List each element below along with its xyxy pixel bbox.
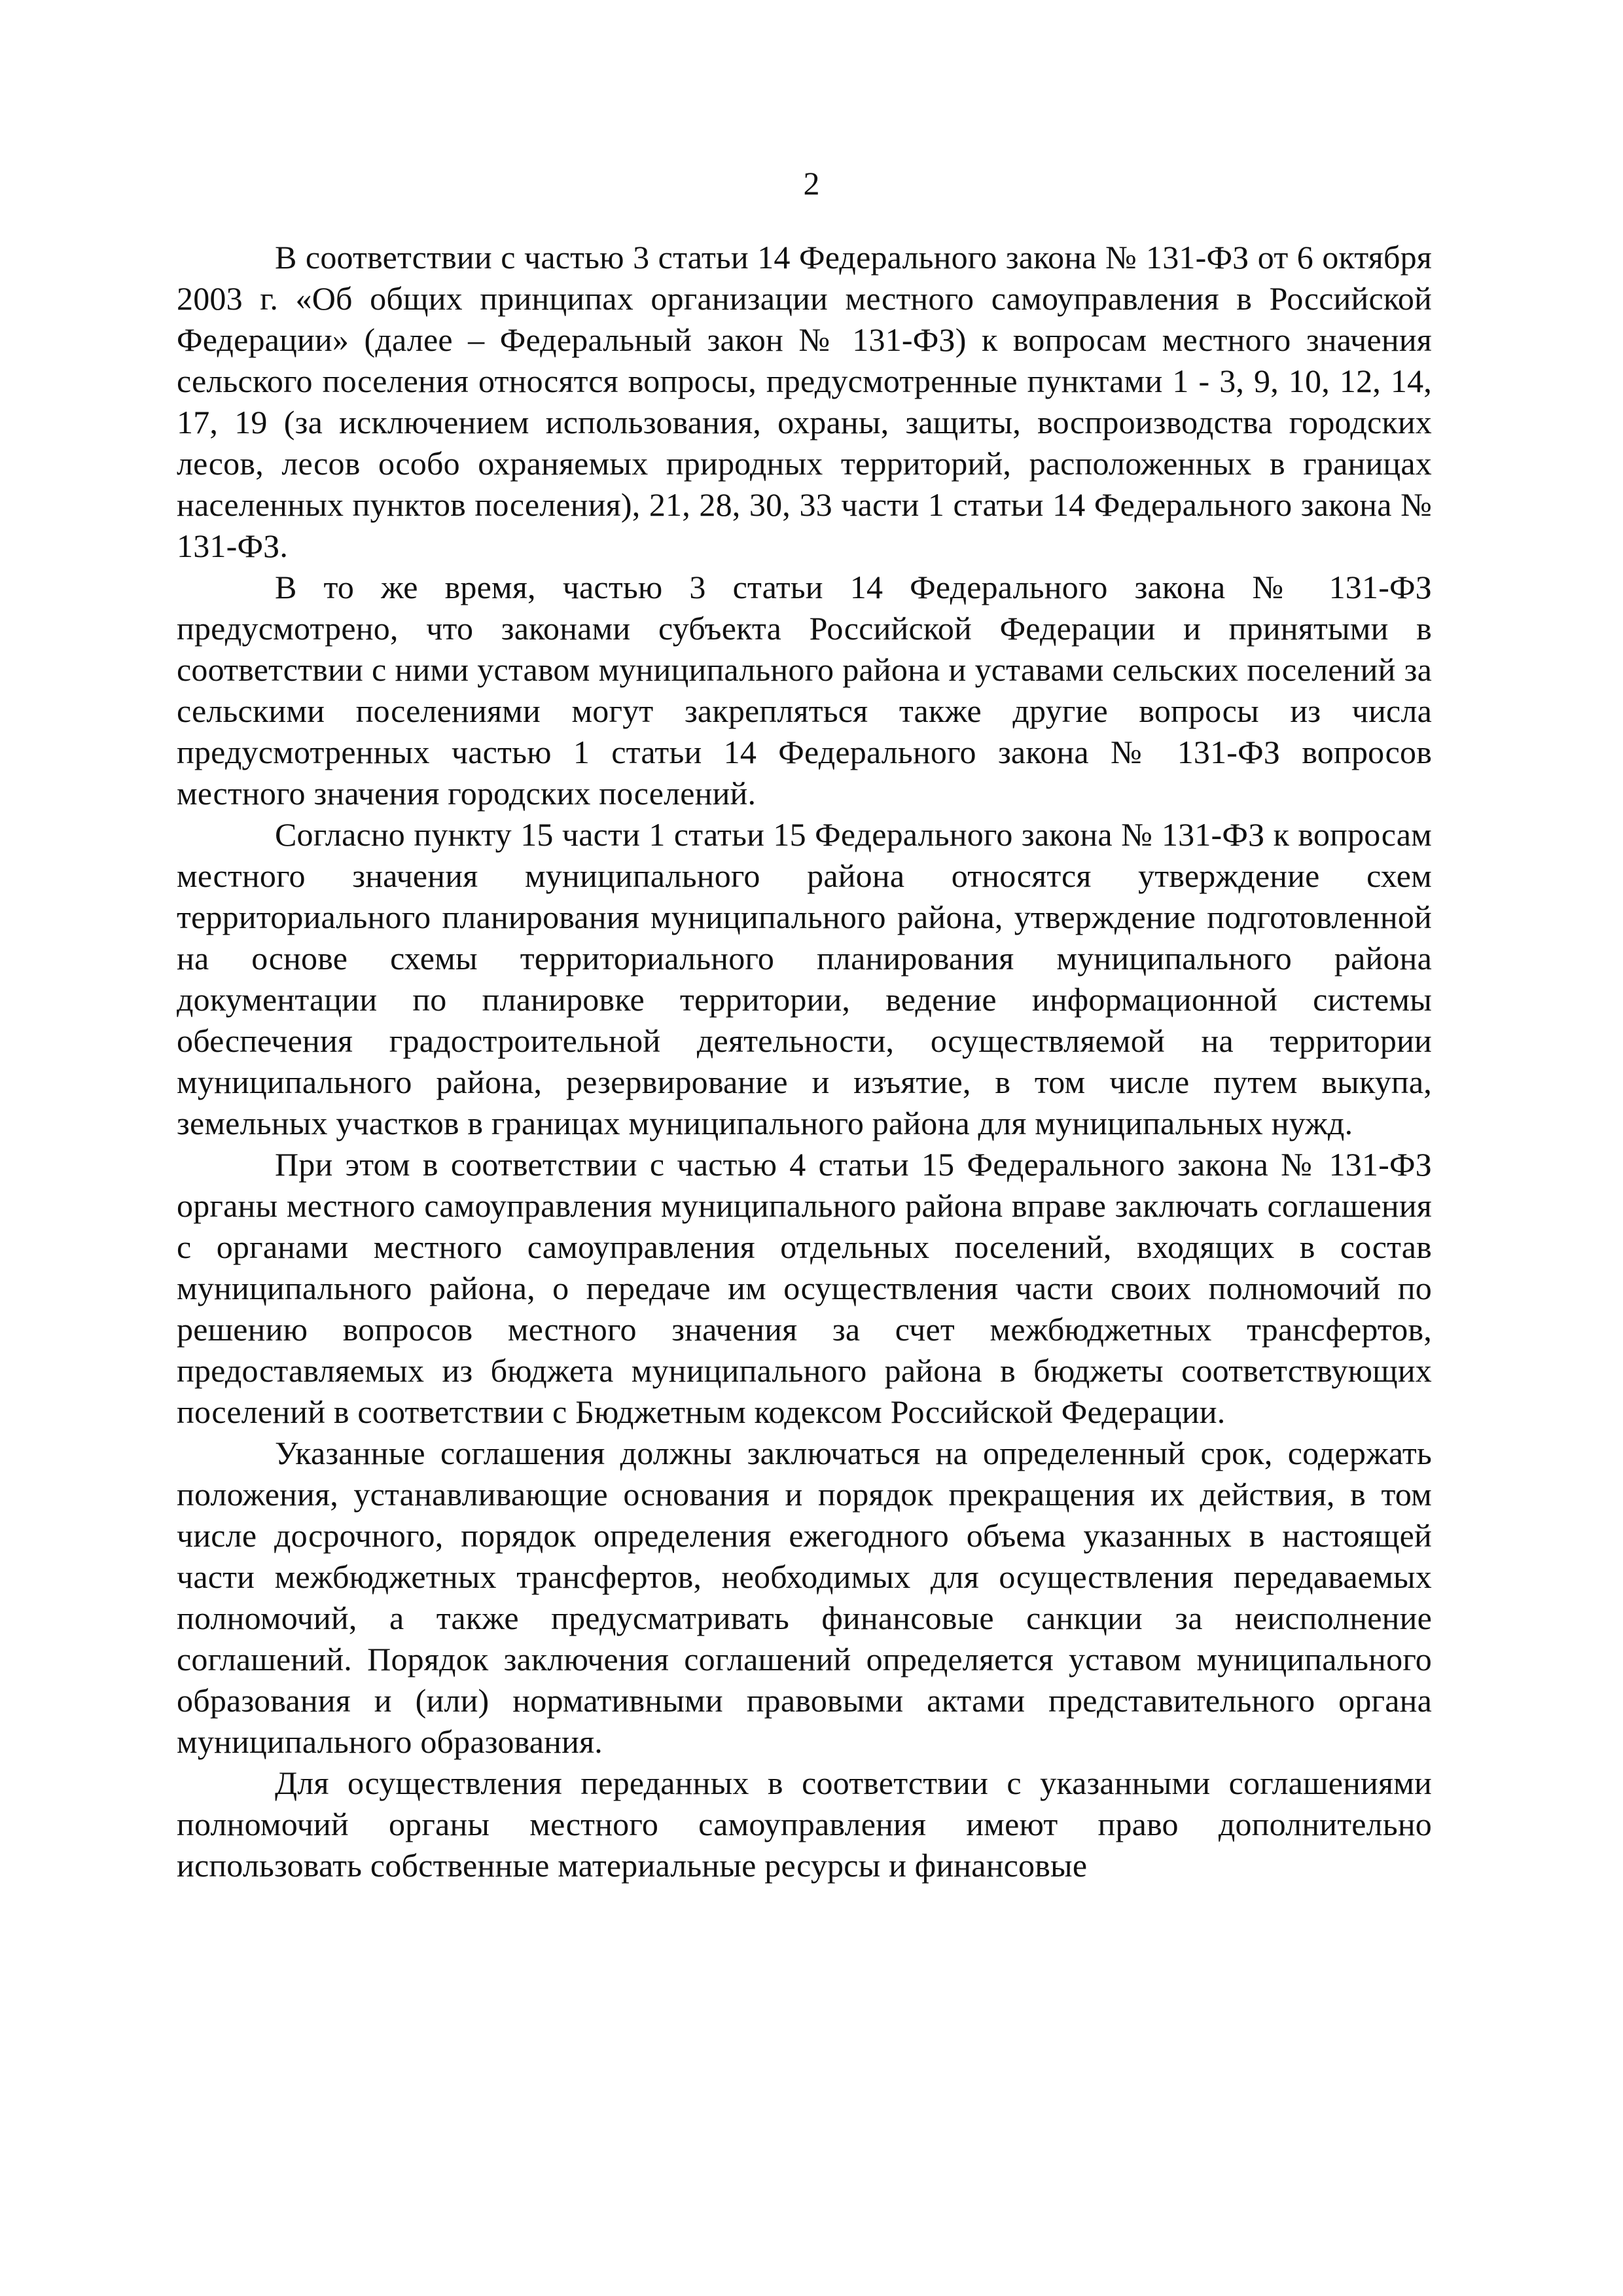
- paragraph-1: В соответствии с частью 3 статьи 14 Федерального закона № 131-ФЗ от 6 октября 2003 г. «Об общих принципах организации местного самоуправления в Российской Федерации» (далее – Федеральный закон № 131-ФЗ) к вопросам местного значения сельского поселения относятся вопросы, предусмотренные пунктами 1 - 3, 9, 10, 12, 14, 17, 19 (за исключением использования, охраны, защиты, воспроизводства городских лесов, лесов особо охраняемых природных территорий, расположенных в границах населенных пунктов поселения), 21, 28, 30, 33 части 1 статьи 14 Федерального закона № 131-ФЗ.: [177, 239, 1432, 564]
- paragraph-6: Для осуществления переданных в соответствии с указанными соглашениями полномочий органы местного самоуправления имеют право дополнительно использовать собственные материальные ресурсы и финансовые: [177, 1765, 1432, 1884]
- document-body: [177, 237, 1432, 1886]
- paragraph-4: При этом в соответствии с частью 4 статьи 15 Федерального закона № 131-ФЗ органы местного самоуправления муниципального района вправе заключать соглашения с органами местного самоуправления отдельных поселений, входящих в состав муниципального района, о передаче им осуществления части своих полномочий по решению вопросов местного значения за счет межбюджетных трансфертов, предоставляемых из бюджета муниципального района в бюджеты соответствующих поселений в соответствии с Бюджетным кодексом Российской Федерации.: [177, 1146, 1432, 1430]
- paragraph-3: Согласно пункту 15 части 1 статьи 15 Федерального закона № 131-ФЗ к вопросам местного значения муниципального района относятся утверждение схем территориального планирования муниципального района, утверждение подготовленной на основе схемы территориального планирования муниципального района документации по планировке территории, ведение информационной системы обеспечения градостроительной деятельности, осуществляемой на территории муниципального района, резервирование и изъятие, в том числе путем выкупа, земельных участков в границах муниципального района для муниципальных нужд.: [177, 816, 1432, 1141]
- paragraph-2: В то же время, частью 3 статьи 14 Федерального закона № 131-ФЗ предусмотрено, что законами субъекта Российской Федерации и принятыми в соответствии с ними уставом муниципального района и уставами сельских поселений за сельскими поселениями могут закрепляться также другие вопросы из числа предусмотренных частью 1 статьи 14 Федерального закона № 131-ФЗ вопросов местного значения городских поселений.: [177, 569, 1432, 812]
- page-number: 2: [803, 165, 820, 202]
- paragraph-5: Указанные соглашения должны заключаться на определенный срок, содержать положения, устанавливающие основания и порядок прекращения их действия, в том числе досрочного, порядок определения ежегодного объема указанных в настоящей части межбюджетных трансфертов, необходимых для осуществления передаваемых полномочий, а также предусматривать финансовые санкции за неисполнение соглашений. Порядок заключения соглашений определяется уставом муниципального образования и (или) нормативными правовыми актами представительного органа муниципального образования.: [177, 1435, 1432, 1760]
